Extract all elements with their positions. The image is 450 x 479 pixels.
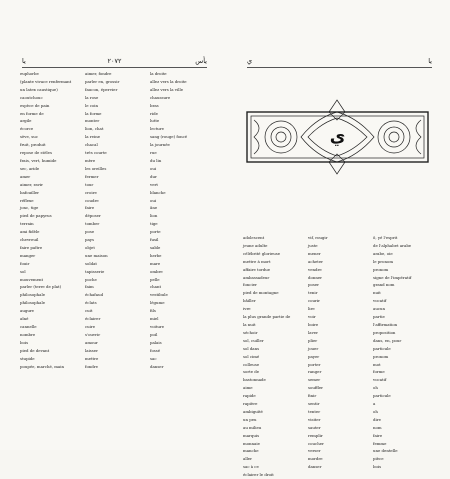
dictionary-entry: la nuit: [243, 321, 256, 327]
dictionary-entry: fermer: [85, 173, 99, 179]
dictionary-entry: pied de papyrus: [20, 213, 52, 219]
dictionary-entry: manger: [20, 252, 36, 258]
dictionary-entry: danser: [150, 363, 164, 369]
dictionary-entry: cannelle: [20, 324, 37, 329]
dictionary-entry: grand nom: [373, 282, 395, 288]
dictionary-entry: ride: [150, 110, 158, 116]
dictionary-entry: souffler: [308, 385, 324, 391]
dictionary-entry: foncier: [243, 282, 257, 288]
dictionary-entry: ambassadeur: [243, 274, 270, 280]
dictionary-entry: aîné: [20, 316, 29, 322]
dictionary-entry: fouir: [20, 260, 30, 266]
dictionary-entry: lion: [150, 213, 158, 219]
dictionary-entry: pronom: [373, 266, 389, 272]
dictionary-entry: aller: [243, 456, 252, 462]
dictionary-entry: vert: [150, 181, 158, 187]
dictionary-entry: une dentelle: [373, 448, 398, 454]
dictionary-entry: (plante vivace renfermant: [20, 78, 72, 84]
dictionary-entry: au milieu: [243, 424, 262, 430]
dictionary-entry: pronom: [373, 353, 389, 359]
dictionary-entry: sec, aride: [20, 165, 40, 171]
dictionary-entry: un peu: [243, 416, 257, 422]
dictionary-entry: stupide: [20, 355, 35, 361]
dictionary-entry: les oreilles: [85, 165, 107, 171]
dictionary-entry: coudre: [85, 197, 99, 203]
dictionary-entry: vocatif: [373, 377, 387, 383]
dictionary-entry: pelle: [150, 276, 160, 282]
dictionary-entry: oui: [150, 197, 157, 203]
left-columns: [20, 70, 209, 378]
dictionary-entry: célébrité glorieuse: [243, 250, 281, 256]
dictionary-entry: chacal: [85, 142, 98, 148]
dictionary-entry: philosophale: [20, 300, 46, 306]
dictionary-entry: nuit: [373, 290, 381, 296]
dictionary-entry: sac: [150, 355, 157, 361]
dictionary-entry: colleuse: [243, 361, 260, 367]
dictionary-entry: sol cimé: [243, 353, 260, 359]
dictionary-entry: vocatif: [373, 298, 387, 304]
right-page-header: [247, 57, 432, 68]
dictionary-entry: écorce: [20, 126, 34, 132]
dictionary-entry: bois: [20, 339, 29, 345]
dictionary-entry: pays: [85, 237, 95, 243]
dictionary-entry: poil: [150, 331, 158, 337]
header-left: يا: [22, 57, 26, 65]
dictionary-entry: tomber: [85, 221, 100, 227]
dictionary-entry: oh: [373, 385, 378, 391]
dictionary-entry: chevreuil: [20, 237, 39, 243]
dictionary-entry: euphorbe: [20, 71, 39, 76]
dictionary-entry: bastonnade: [243, 377, 266, 383]
letter-ornament: [246, 98, 429, 176]
dictionary-entry: palais: [150, 339, 162, 345]
dictionary-entry: monnaie: [243, 440, 260, 446]
dictionary-entry: poser: [308, 282, 319, 288]
dictionary-entry: laver: [308, 329, 318, 335]
dictionary-entry: en forme de: [20, 110, 44, 116]
dictionary-entry: lire: [308, 306, 315, 312]
dictionary-entry: payer: [308, 353, 320, 359]
dictionary-entry: juste: [308, 242, 318, 248]
left-page-header: [22, 57, 207, 68]
dictionary-entry: lecture: [150, 126, 164, 132]
dictionary-entry: parler en, grossir: [85, 78, 120, 84]
dictionary-entry: miel: [150, 316, 159, 322]
ornament-letter: ي: [329, 127, 346, 147]
dictionary-entry: la droite: [150, 71, 167, 76]
dictionary-entry: pied de montagne: [243, 290, 279, 296]
dictionary-entry: tige: [150, 221, 158, 227]
dictionary-entry: nom: [373, 424, 382, 430]
dictionary-entry: sol, cuiller: [243, 337, 264, 343]
dictionary-entry: partie: [373, 314, 385, 320]
dictionary-column: [85, 70, 144, 378]
dictionary-entry: mouvement: [20, 276, 44, 282]
dictionary-entry: mener: [308, 250, 321, 256]
page-number: ۲۰۷۲: [107, 57, 122, 65]
dictionary-entry: bras: [150, 102, 159, 108]
dictionary-entry: marquis: [243, 432, 260, 438]
dictionary-entry: particule: [373, 345, 391, 351]
dictionary-entry: sorte de: [243, 369, 260, 375]
dictionary-entry: la forme: [85, 110, 102, 116]
dictionary-entry: aimer, ravir: [20, 181, 43, 187]
dictionary-entry: lutte: [150, 118, 160, 124]
dictionary-entry: manche: [243, 448, 259, 454]
dictionary-entry: jeune adulte: [243, 242, 268, 248]
dictionary-column: [308, 234, 367, 470]
dictionary-entry: faucon, épervier: [85, 86, 118, 92]
dictionary-entry: danser: [308, 464, 322, 470]
dictionary-entry: espèce de pain: [20, 102, 50, 108]
dictionary-entry: pied de devant: [20, 347, 50, 353]
dictionary-entry: poche: [85, 276, 97, 282]
dictionary-entry: acheter: [308, 258, 324, 264]
dictionary-entry: ombre: [150, 268, 163, 274]
dictionary-entry: faire paître: [20, 244, 43, 250]
dictionary-entry: vif, rougir: [308, 235, 328, 240]
dictionary-entry: faire: [85, 205, 95, 211]
dictionary-entry: frais, vert, humide: [20, 157, 57, 163]
dictionary-entry: légume: [150, 300, 165, 306]
dictionary-entry: plier: [308, 337, 318, 343]
dictionary-entry: soldat: [85, 260, 97, 266]
dictionary-entry: la reine: [85, 134, 101, 140]
dictionary-entry: jouer: [308, 345, 319, 351]
dictionary-column: [243, 234, 302, 478]
dictionary-entry: rue: [150, 150, 157, 156]
dictionary-entry: terrain: [20, 221, 34, 227]
dictionary-entry: a: [373, 401, 376, 407]
dictionary-entry: sac à ce: [243, 464, 259, 470]
dictionary-entry: porte: [150, 229, 161, 235]
dictionary-entry: argile: [20, 118, 32, 124]
dictionary-entry: coucher: [308, 440, 324, 446]
dictionary-entry: finir: [308, 393, 317, 399]
dictionary-column: [20, 70, 79, 378]
dictionary-entry: cuit: [85, 308, 93, 314]
dictionary-entry: semer: [308, 377, 321, 383]
header-right: يا: [428, 57, 432, 65]
dictionary-entry: proposition: [373, 329, 396, 335]
dictionary-entry: éclairer: [85, 316, 101, 322]
dictionary-entry: sentir: [308, 401, 320, 407]
dictionary-entry: ivre: [243, 306, 251, 312]
dictionary-entry: sang (rouge) foncé: [150, 134, 188, 140]
dictionary-entry: ami fidèle: [20, 229, 40, 235]
dictionary-entry: affaire tordue: [243, 266, 271, 272]
dictionary-entry: faim: [85, 284, 94, 290]
dictionary-entry: déposer: [85, 213, 101, 219]
dictionary-entry: caoutchouc: [20, 94, 43, 100]
dictionary-entry: échafaud: [85, 292, 104, 298]
dictionary-entry: lion, chat: [85, 126, 104, 132]
dictionary-entry: parler (terre de plat): [20, 284, 62, 290]
dictionary-entry: visiter: [308, 416, 321, 422]
dictionary-entry: la plus grande partie de: [243, 314, 291, 320]
header-right: يأس: [195, 57, 207, 65]
dictionary-entry: ambiguïté: [243, 408, 263, 414]
dictionary-entry: rapide: [243, 393, 256, 399]
dictionary-entry: mettre à mort: [243, 258, 271, 264]
dictionary-entry: courir: [308, 298, 320, 304]
dictionary-entry: monter: [85, 118, 100, 124]
dictionary-entry: signe de l'impératif: [373, 274, 412, 280]
dictionary-entry: ô, yé l'esprit: [373, 235, 398, 240]
dictionary-entry: s'ouvrir: [85, 331, 101, 337]
dictionary-entry: mare: [150, 260, 161, 266]
dictionary-entry: vestibule: [150, 292, 168, 298]
dictionary-entry: séchoir: [243, 329, 258, 335]
dictionary-entry: tenir: [308, 290, 318, 296]
dictionary-entry: bois: [373, 464, 382, 470]
dictionary-entry: arabe, oie: [373, 250, 393, 256]
right-columns: [243, 234, 432, 478]
dictionary-entry: âne: [150, 205, 158, 211]
dictionary-entry: jonc, tige: [20, 205, 39, 211]
dictionary-entry: fondre: [85, 363, 98, 369]
dictionary-entry: allez vers la ville: [150, 86, 184, 92]
dictionary-entry: oui: [150, 165, 157, 171]
dictionary-entry: ranger: [308, 369, 322, 375]
dictionary-entry: remplir: [308, 432, 323, 438]
dictionary-entry: l'affirmation: [373, 321, 398, 327]
dictionary-entry: herbe: [150, 252, 162, 258]
dictionary-entry: le coin: [85, 102, 99, 108]
dictionary-entry: tour: [85, 181, 94, 187]
dictionary-entry: sève, suc: [20, 134, 38, 140]
dictionary-entry: porter: [308, 361, 321, 367]
dictionary-entry: blanche: [150, 189, 166, 195]
dictionary-entry: verser: [308, 448, 321, 454]
dictionary-entry: aimer, fondre: [85, 71, 112, 76]
dictionary-column: [373, 234, 432, 470]
dictionary-entry: objet: [85, 244, 95, 250]
dictionary-entry: faire: [373, 432, 383, 438]
dictionary-entry: allez vers la droite: [150, 78, 187, 84]
dictionary-entry: éclairer le droit: [243, 472, 274, 478]
dictionary-entry: bafouiller: [20, 189, 39, 195]
dictionary-entry: dire: [373, 416, 381, 422]
dictionary-entry: du lin: [150, 157, 162, 163]
dictionary-entry: boire: [308, 321, 319, 327]
dictionary-entry: nombre: [20, 331, 36, 337]
dictionary-entry: laisser: [85, 347, 98, 353]
dictionary-entry: adolescent: [243, 235, 265, 240]
dictionary-entry: de l'alphabet arabe: [373, 242, 412, 248]
dictionary-entry: donner: [308, 274, 323, 280]
dictionary-entry: oh: [373, 408, 378, 414]
dictionary-entry: chaussure: [150, 94, 171, 100]
dictionary-entry: très courte: [85, 150, 107, 156]
dictionary-entry: la rose: [85, 94, 99, 100]
dictionary-entry: fusil: [150, 237, 159, 243]
dictionary-entry: une maison: [85, 252, 108, 258]
dictionary-entry: vendre: [308, 266, 322, 272]
dictionary-entry: pose: [85, 229, 95, 235]
dictionary-entry: particule: [373, 393, 391, 399]
header-left: ي: [247, 57, 253, 65]
dictionary-entry: mettre: [85, 355, 99, 361]
dictionary-entry: amer: [20, 173, 31, 179]
dictionary-entry: philosophale: [20, 292, 46, 298]
dictionary-entry: bâiller: [243, 298, 256, 304]
dictionary-entry: fils: [150, 308, 156, 314]
dictionary-entry: augure: [20, 308, 34, 314]
dictionary-entry: aucun: [373, 306, 386, 312]
dictionary-entry: chant: [150, 284, 162, 290]
dictionary-entry: le pronom: [373, 258, 394, 264]
dictionary-entry: cuire: [85, 324, 96, 329]
dictionary-entry: amour: [85, 339, 98, 345]
dictionary-entry: pièce: [373, 456, 384, 462]
dictionary-entry: un latex caustique): [20, 86, 58, 92]
dictionary-entry: mot: [373, 361, 381, 367]
dictionary-entry: tenter: [308, 408, 321, 414]
dictionary-entry: fruit, produit: [20, 142, 46, 148]
right-page: [225, 0, 450, 478]
dictionary-entry: mère: [85, 157, 96, 163]
dictionary-entry: rapière: [243, 401, 258, 407]
dictionary-entry: la journée: [150, 142, 170, 148]
dictionary-entry: repose de stèles: [20, 150, 52, 156]
dictionary-entry: éclats: [85, 300, 97, 306]
dictionary-entry: sauter: [308, 424, 321, 430]
dictionary-entry: tapisserie: [85, 268, 105, 274]
dictionary-column: [150, 70, 209, 378]
dictionary-entry: poupée, marché, main: [20, 363, 64, 369]
left-page: [0, 0, 226, 450]
dictionary-entry: dans, en, pour: [373, 337, 402, 343]
dictionary-entry: voiture: [150, 324, 165, 329]
dictionary-entry: sable: [150, 244, 161, 250]
dictionary-entry: croire: [85, 189, 97, 195]
dictionary-entry: sol dans: [243, 345, 260, 351]
dictionary-entry: mordre: [308, 456, 323, 462]
dictionary-entry: forme: [373, 369, 385, 375]
dictionary-entry: fossé: [150, 347, 161, 353]
dictionary-entry: réflexe: [20, 197, 34, 203]
dictionary-entry: femme: [373, 440, 387, 446]
dictionary-entry: aime: [243, 385, 253, 391]
dictionary-entry: dur: [150, 173, 157, 179]
dictionary-entry: voir: [308, 314, 316, 320]
dictionary-entry: sol: [20, 268, 26, 274]
